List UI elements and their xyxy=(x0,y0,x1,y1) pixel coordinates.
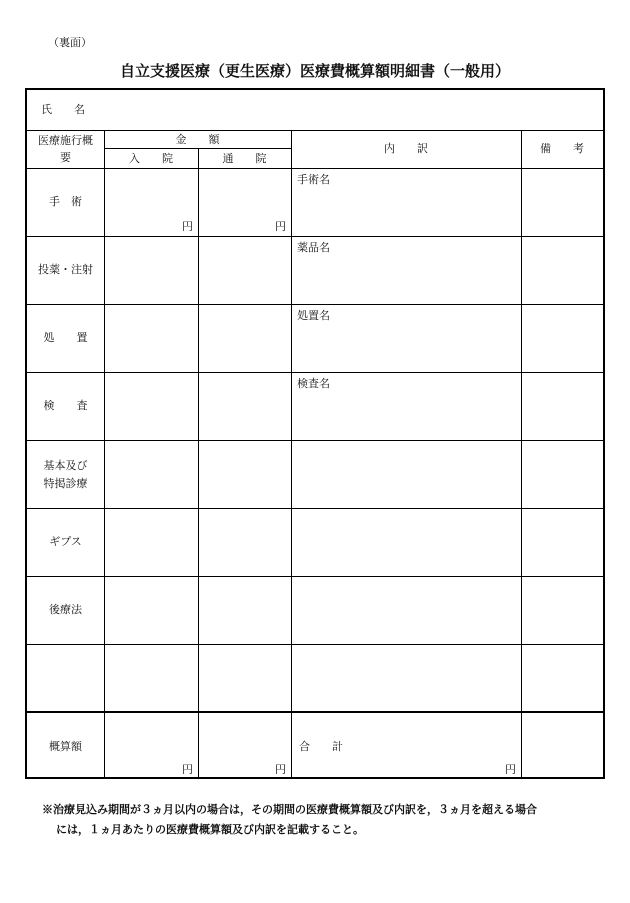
row-label-examination: 検 査 xyxy=(43,399,88,412)
col-divider xyxy=(104,130,105,777)
breakdown-header: 内 訳 xyxy=(384,142,428,155)
footnote-line2: には，１ヵ月あたりの医療費概算額及び内訳を記載すること。 xyxy=(56,823,364,836)
inpatient-header: 入 院 xyxy=(129,152,173,165)
amount-header: 金 額 xyxy=(175,133,220,146)
yen-unit: 円 xyxy=(275,220,286,233)
form-title: 自立支援医療（更生医療）医療費概算額明細書（一般用） xyxy=(119,62,510,80)
col-divider xyxy=(291,130,292,777)
row-label-medication: 投薬・注射 xyxy=(38,263,93,276)
procedure-header-line1: 医療施行概 xyxy=(38,134,93,147)
col-divider xyxy=(521,130,522,777)
row-divider xyxy=(27,236,603,237)
row-divider xyxy=(27,576,603,577)
yen-unit: 円 xyxy=(275,763,286,776)
estimate-form xyxy=(25,88,605,779)
detail-surgery-name: 手術名 xyxy=(297,173,330,186)
yen-unit: 円 xyxy=(182,763,193,776)
row-divider xyxy=(27,304,603,305)
row-divider xyxy=(27,372,603,373)
row-divider xyxy=(27,168,603,169)
yen-unit: 円 xyxy=(505,763,516,776)
row-label-estimate: 概算額 xyxy=(49,740,82,753)
yen-unit: 円 xyxy=(182,220,193,233)
detail-treatment-name: 処置名 xyxy=(297,309,330,322)
col-divider xyxy=(198,148,199,777)
row-label-basic-line2: 特掲診療 xyxy=(43,477,88,490)
row-divider xyxy=(27,508,603,509)
outpatient-header: 通 院 xyxy=(222,152,267,165)
footnote xyxy=(42,800,612,840)
name-field[interactable] xyxy=(105,90,603,130)
total-label: 合 計 xyxy=(299,740,343,753)
detail-exam-name: 検査名 xyxy=(297,377,330,390)
page-label: （裏面） xyxy=(48,36,92,49)
row-divider xyxy=(27,644,603,645)
row-label-cast: ギプス xyxy=(49,535,82,548)
row-divider xyxy=(27,440,603,441)
detail-drug-name: 薬品名 xyxy=(297,241,330,254)
row-label-surgery: 手 術 xyxy=(49,195,82,208)
row-label-treatment: 処 置 xyxy=(43,331,88,344)
remarks-header: 備 考 xyxy=(540,142,584,155)
row-label-basic-line1: 基本及び xyxy=(43,459,88,472)
footnote-line1: ※治療見込み期間が３ヵ月以内の場合は，その期間の医療費概算額及び内訳を，３ヵ月を超える場合 xyxy=(42,803,537,816)
total-divider xyxy=(27,711,603,713)
row-divider xyxy=(27,130,603,131)
procedure-header-line2: 要 xyxy=(60,151,71,164)
name-label: 氏 名 xyxy=(41,103,85,116)
row-label-aftercare: 後療法 xyxy=(49,603,82,616)
